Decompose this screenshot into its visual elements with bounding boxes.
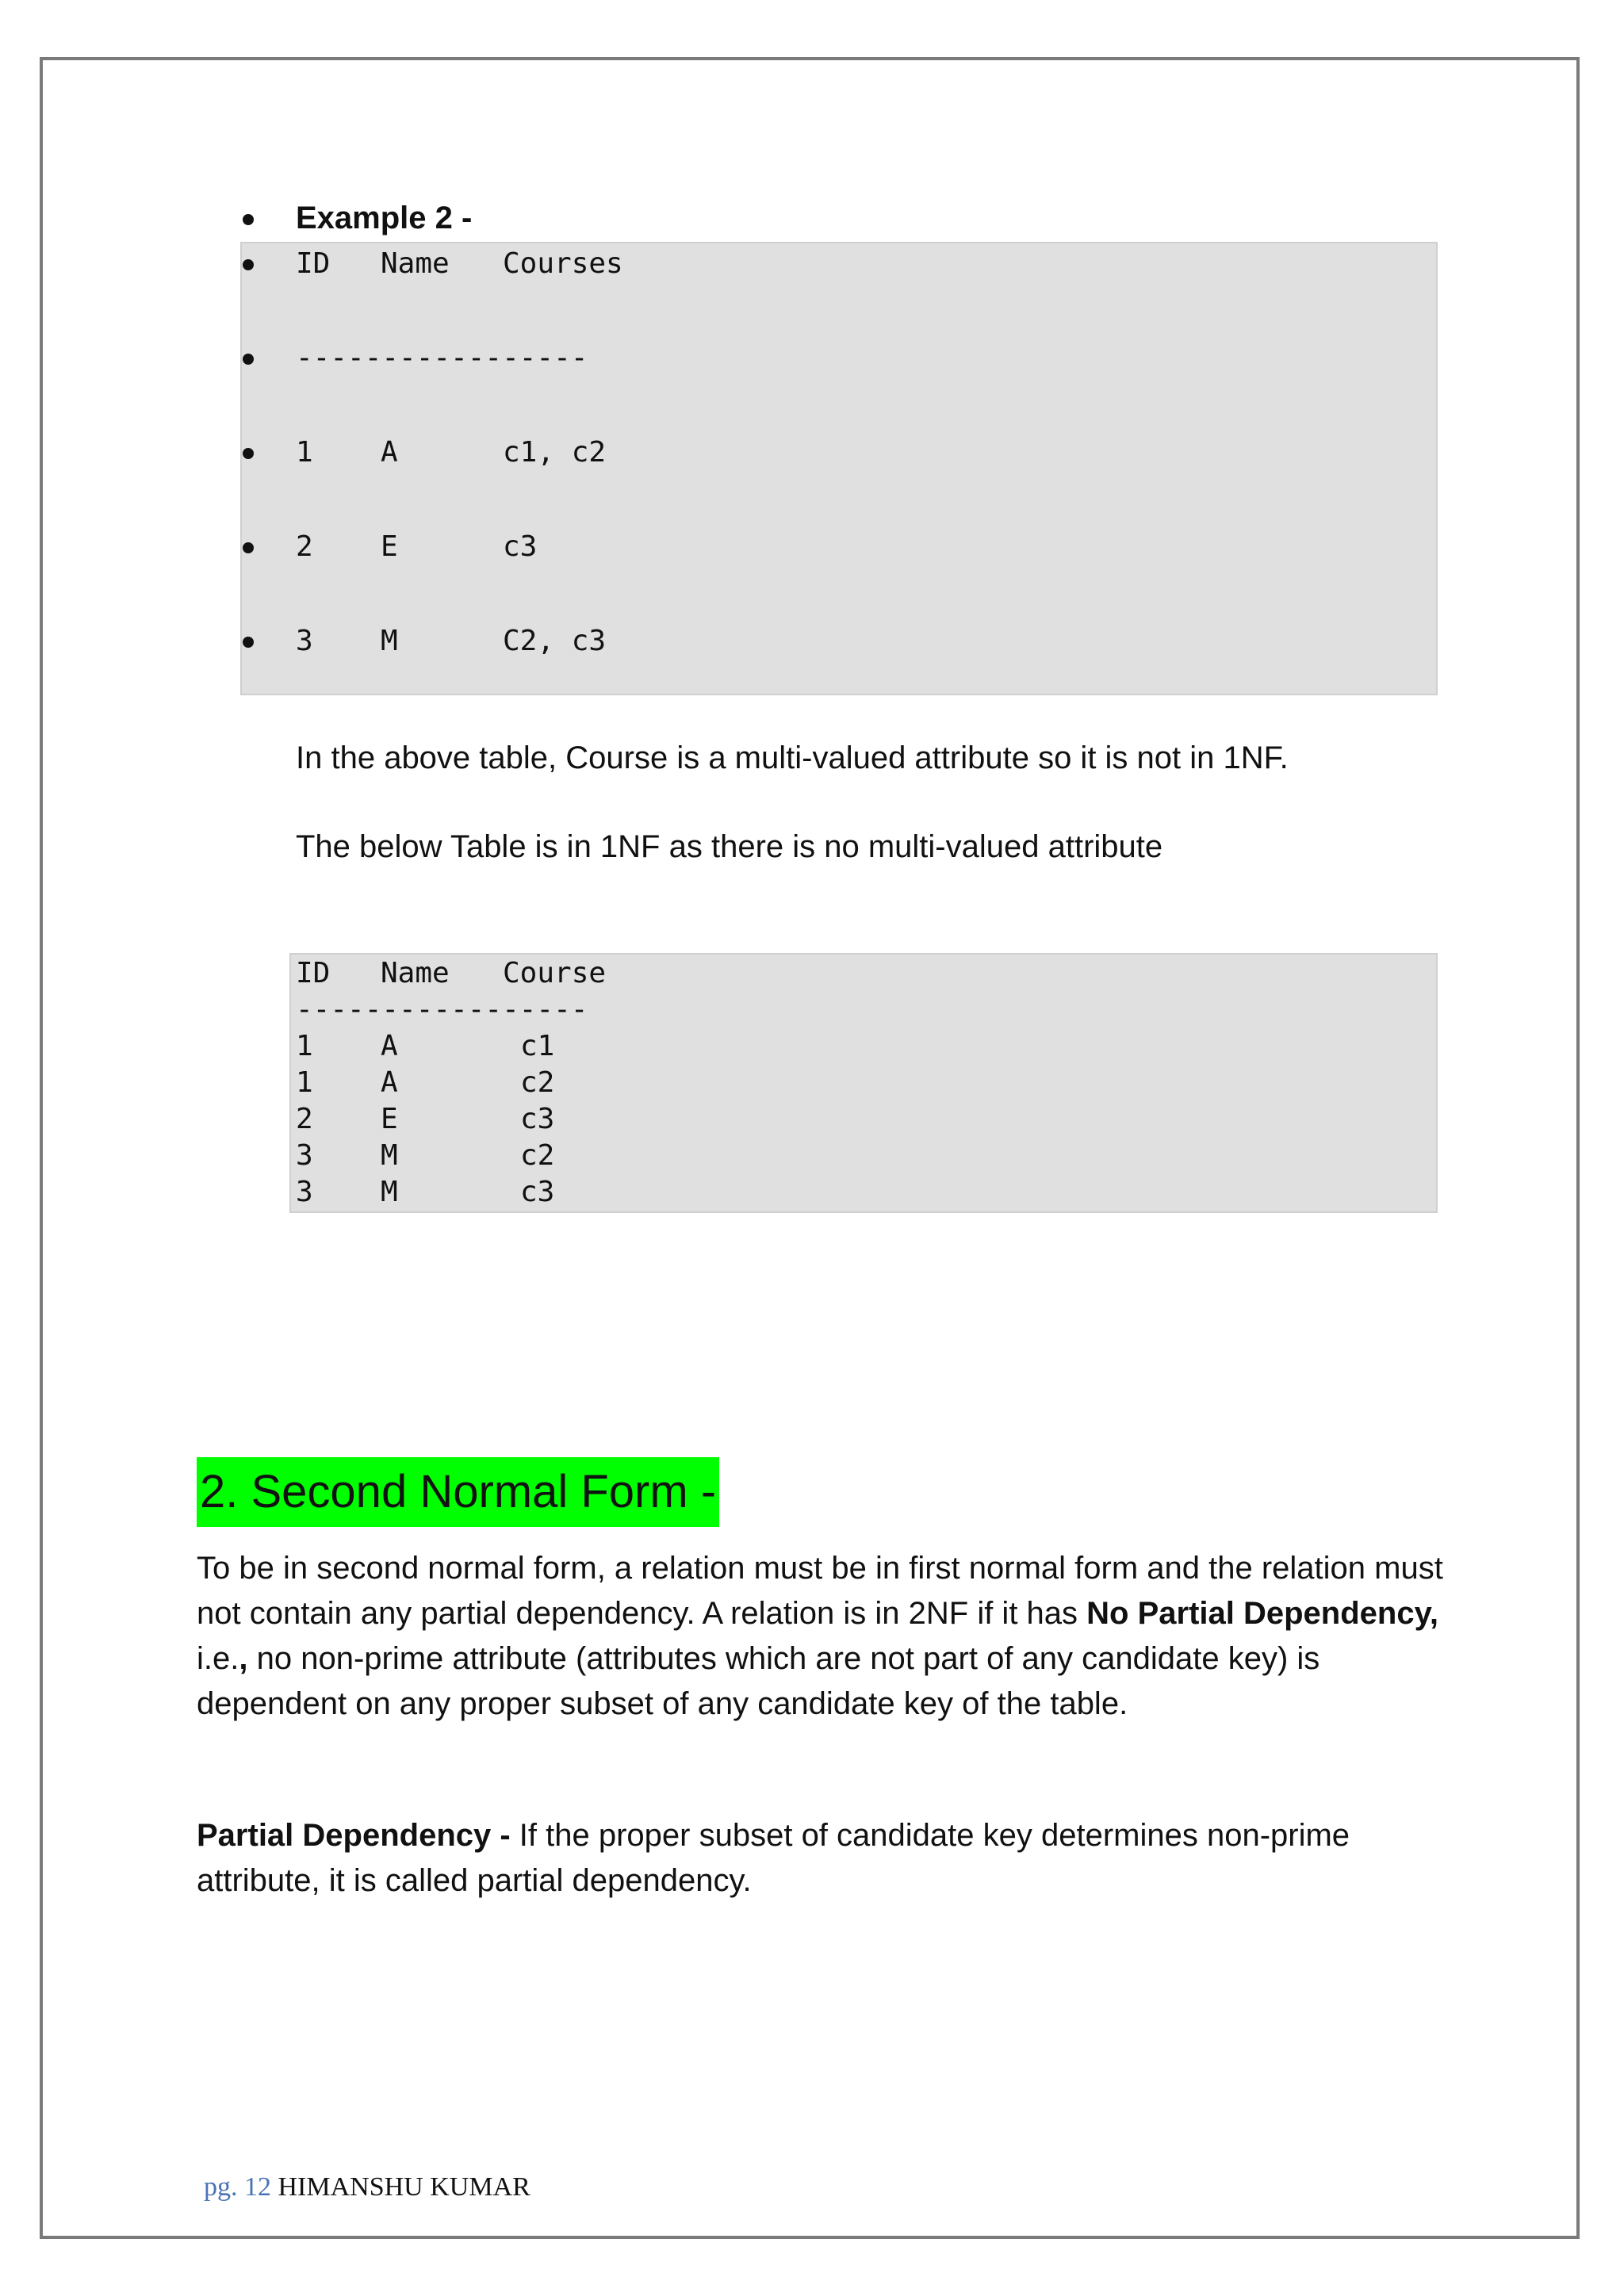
partial-dependency-paragraph bbox=[197, 1813, 1450, 1904]
bullet bbox=[243, 542, 254, 553]
table2-cell: 1 bbox=[296, 1066, 313, 1099]
table1-cell: 2 bbox=[296, 530, 313, 563]
table2-cell: E bbox=[381, 1103, 398, 1135]
table2-cell: 1 bbox=[296, 1030, 313, 1062]
bold-term: No Partial Dependency, bbox=[1086, 1596, 1438, 1631]
table1-cell: c1, c2 bbox=[503, 436, 607, 469]
bullet bbox=[243, 448, 254, 459]
table2-cell: A bbox=[381, 1030, 398, 1062]
table1-header-id: ID bbox=[296, 247, 331, 280]
table2-cell: c2 bbox=[520, 1066, 555, 1099]
para-is-1nf: The below Table is in 1NF as there is no multi-valued attribute bbox=[296, 829, 1163, 864]
page-footer bbox=[204, 2171, 530, 2204]
table1-separator: ----------------- bbox=[296, 342, 588, 374]
example-title: Example 2 - bbox=[296, 201, 473, 235]
table2-cell: c3 bbox=[520, 1176, 555, 1208]
table2-header-course: Course bbox=[503, 957, 607, 989]
table2-cell: 3 bbox=[296, 1139, 313, 1172]
section-text: no non-prime attribute (attributes which are not part of any candidate key) is dependent on any proper subset of any candidate key of the table. bbox=[197, 1641, 1320, 1721]
table1-cell: 3 bbox=[296, 625, 313, 657]
code-block-1 bbox=[240, 242, 1438, 695]
table2-cell: A bbox=[381, 1066, 398, 1099]
bullet bbox=[243, 259, 254, 270]
table1-cell: A bbox=[381, 436, 398, 469]
section-text: i.e. bbox=[197, 1641, 239, 1676]
table2-cell: c2 bbox=[520, 1139, 555, 1172]
table1-cell: c3 bbox=[503, 530, 538, 563]
partial-dependency-term: Partial Dependency - bbox=[197, 1818, 511, 1853]
table1-header-name: Name bbox=[381, 247, 450, 280]
table2-cell: M bbox=[381, 1176, 398, 1208]
page-number: pg. 12 bbox=[204, 2172, 271, 2202]
table1-cell: 1 bbox=[296, 436, 313, 469]
bold-comma: , bbox=[239, 1641, 248, 1676]
table1-cell: M bbox=[381, 625, 398, 657]
section-heading: 2. Second Normal Form - bbox=[197, 1457, 719, 1527]
section-text: To be in second normal form, a relation must be in first normal form and the relation must not contain any partial dependency. A relation is in 2NF if it has bbox=[197, 1551, 1443, 1631]
table2-separator: ----------------- bbox=[296, 993, 588, 1026]
table2-cell: M bbox=[381, 1139, 398, 1172]
table2-cell: 2 bbox=[296, 1103, 313, 1135]
table2-cell: c1 bbox=[520, 1030, 555, 1062]
table2-cell: 3 bbox=[296, 1176, 313, 1208]
table1-header-courses: Courses bbox=[503, 247, 623, 280]
bullet bbox=[243, 354, 254, 365]
table2-header-id: ID bbox=[296, 957, 331, 989]
bullet bbox=[243, 214, 254, 225]
author-name: HIMANSHU KUMAR bbox=[278, 2172, 530, 2202]
section-paragraph bbox=[197, 1546, 1450, 1727]
table2-header-name: Name bbox=[381, 957, 450, 989]
para-not-1nf: In the above table, Course is a multi-valued attribute so it is not in 1NF. bbox=[296, 740, 1289, 775]
table2-cell: c3 bbox=[520, 1103, 555, 1135]
table1-cell: C2, c3 bbox=[503, 625, 607, 657]
bullet bbox=[243, 637, 254, 648]
partial-dependency-definition: If the proper subset of candidate key determines non-prime attribute, it is called partial dependency. bbox=[197, 1818, 1350, 1898]
table1-cell: E bbox=[381, 530, 398, 563]
